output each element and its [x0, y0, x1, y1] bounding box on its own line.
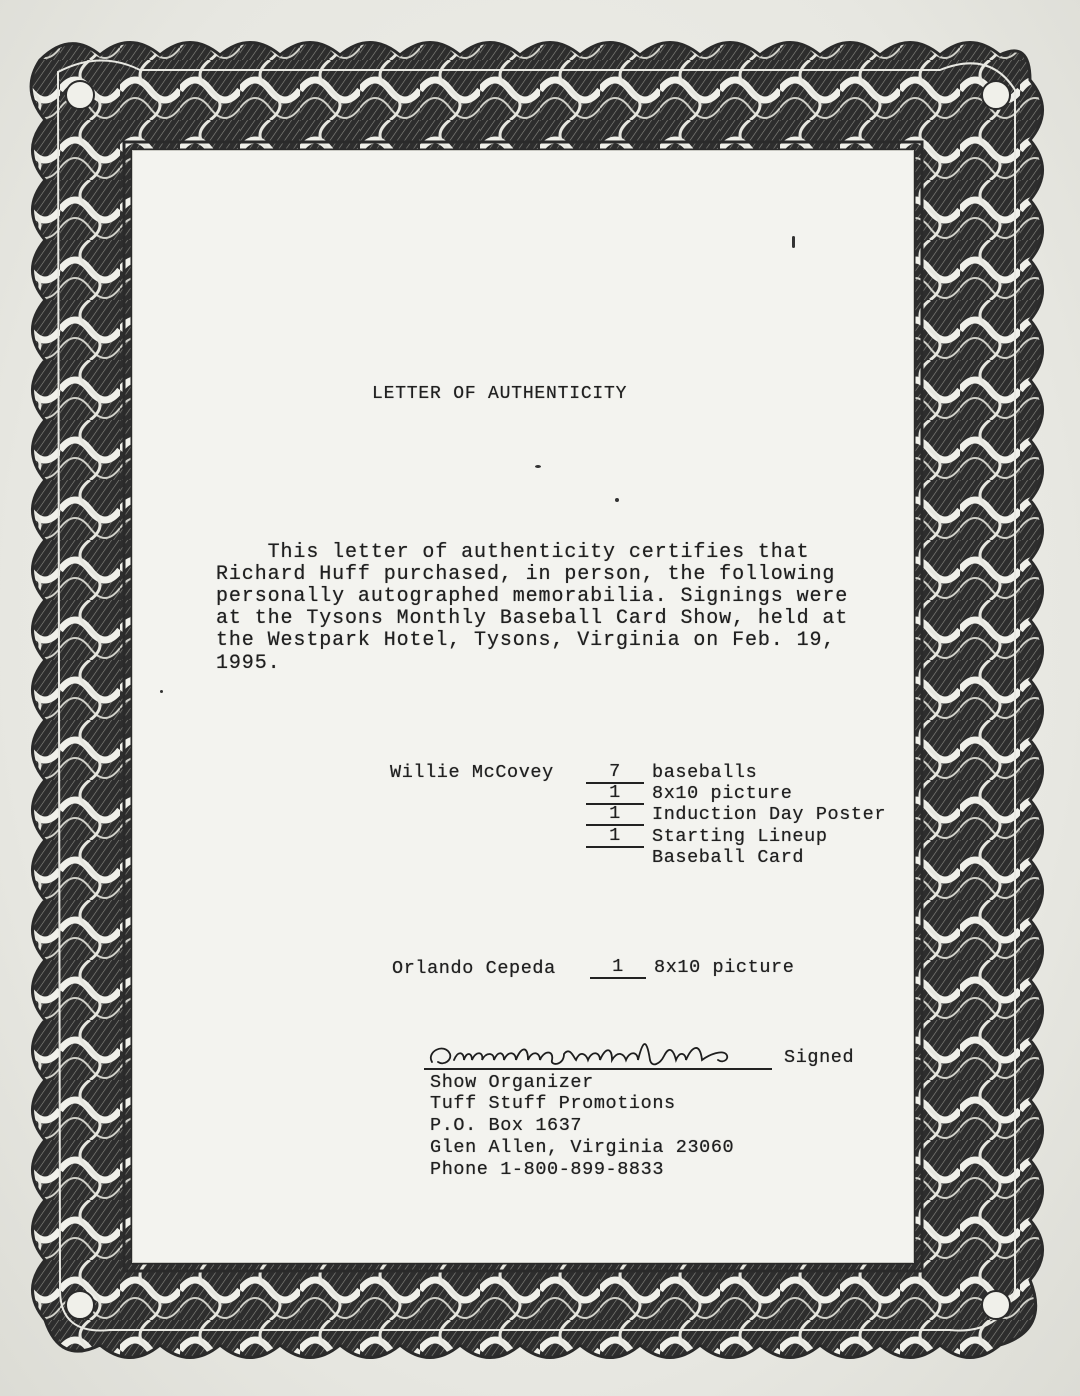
- quantity-blank: [586, 803, 644, 826]
- player-name: Orlando Cepeda: [392, 958, 556, 979]
- organizer-line: Show Organizer: [430, 1072, 594, 1093]
- item-description: 8x10 picture: [652, 783, 793, 804]
- body-line: 1995.: [216, 652, 281, 675]
- item-description: baseballs: [652, 762, 758, 783]
- quantity-blank: [586, 825, 644, 848]
- signature-line: [424, 1068, 772, 1070]
- item-description: Starting Lineup: [652, 826, 828, 847]
- body-line: Richard Huff purchased, in person, the following: [216, 563, 836, 586]
- quantity-blank: [590, 956, 646, 979]
- body-line: at the Tysons Monthly Baseball Card Show, held at: [216, 607, 849, 630]
- item-description: Induction Day Poster: [652, 804, 887, 825]
- item-description: 8x10 picture: [654, 957, 795, 978]
- quantity-value: 1: [612, 956, 624, 977]
- organizer-line: Glen Allen, Virginia 23060: [430, 1137, 735, 1158]
- ink-speck: [792, 236, 795, 248]
- quantity-value: 1: [609, 825, 621, 846]
- handwritten-signature: [424, 1024, 774, 1074]
- organizer-line: P.O. Box 1637: [430, 1115, 583, 1136]
- quantity-value: 7: [609, 761, 621, 782]
- quantity-value: 1: [609, 782, 621, 803]
- body-line: personally autographed memorabilia. Signings were: [216, 585, 849, 608]
- quantity-blank: [586, 782, 644, 805]
- organizer-line: Tuff Stuff Promotions: [430, 1093, 676, 1114]
- letter-title: LETTER OF AUTHENTICITY: [372, 384, 628, 404]
- organizer-line: Phone 1-800-899-8833: [430, 1159, 665, 1180]
- ink-speck: [535, 465, 541, 468]
- signed-label: Signed: [784, 1047, 855, 1068]
- ink-speck: [160, 690, 163, 693]
- quantity-value: 1: [609, 803, 621, 824]
- ink-speck: [615, 498, 619, 502]
- player-name: Willie McCovey: [390, 762, 554, 783]
- quantity-blank: [586, 761, 644, 784]
- item-description: Baseball Card: [652, 847, 805, 868]
- body-line: This letter of authenticity certifies that: [216, 541, 810, 564]
- body-line: the Westpark Hotel, Tysons, Virginia on Feb. 19,: [216, 629, 836, 652]
